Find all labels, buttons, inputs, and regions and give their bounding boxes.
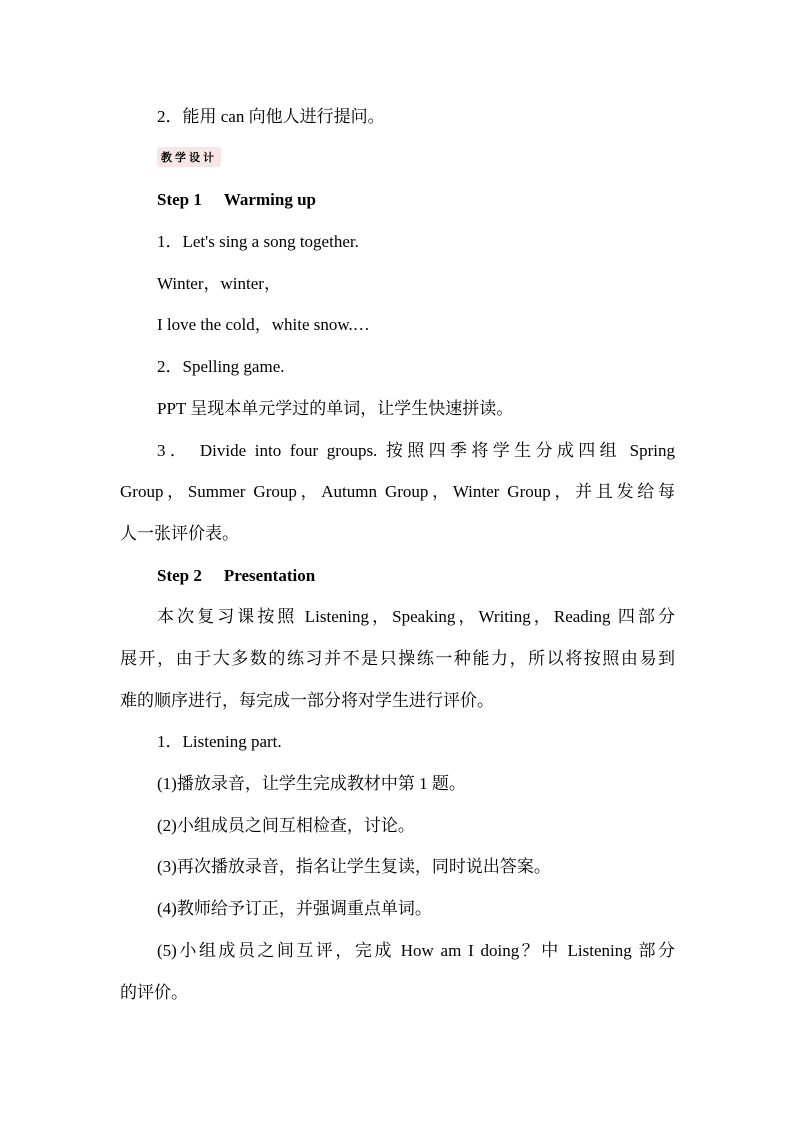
review-line-1: 本次复习课按照 Listening，Speaking，Writing，Reading 四部分	[157, 607, 675, 627]
step-2-title: Presentation	[223, 565, 316, 585]
song-line-2: I love the cold，white snow.…	[157, 315, 370, 335]
step-2-heading	[120, 555, 675, 597]
ppt-instruction: PPT 呈现本单元学过的单词，让学生快速拼读。	[157, 398, 514, 418]
listening-step-2: (2)小组成员之间互相检查，讨论。	[157, 815, 415, 835]
document-page	[120, 96, 675, 1013]
step-1-title: Warming up	[223, 190, 316, 210]
teaching-design-badge	[157, 147, 221, 167]
listening-step-5-line-1: (5)小组成员之间互评，完成 How am I doing？中 Listening 部分	[157, 940, 675, 960]
listening-step-1: (1)播放录音，让学生完成教材中第 1 题。	[157, 774, 466, 794]
review-line-3: 难的顺序进行，每完成一部分将对学生进行评价。	[120, 690, 494, 710]
section-badge-row	[120, 138, 675, 180]
objective-2: 2．能用 can 向他人进行提问。	[157, 107, 385, 126]
step-2-number: Step 2	[157, 565, 202, 585]
divide-groups-line-3: 人一张评价表。	[120, 523, 239, 543]
step-1-number: Step 1	[157, 190, 202, 210]
divide-groups-line-1: 3． Divide into four groups. 按照四季将学生分成四组 Spring	[157, 440, 675, 460]
song-intro: 1．Let's sing a song together.	[157, 232, 359, 252]
review-line-2: 展开，由于大多数的练习并不是只操练一种能力，所以将按照由易到	[120, 648, 675, 668]
listening-part: 1．Listening part.	[157, 732, 282, 752]
listening-step-4: (4)教师给予订正，并强调重点单词。	[157, 899, 432, 919]
divide-groups-line-2: Group，Summer Group，Autumn Group，Winter Group，并且发给每	[120, 482, 675, 502]
spelling-game: 2．Spelling game.	[157, 357, 285, 377]
listening-step-3: (3)再次播放录音，指名让学生复读，同时说出答案。	[157, 857, 551, 877]
step-1-heading	[120, 179, 675, 221]
badge-label: 教学设计	[161, 150, 217, 164]
listening-step-5-line-2: 的评价。	[120, 982, 188, 1002]
song-line-1: Winter，winter，	[157, 273, 281, 293]
